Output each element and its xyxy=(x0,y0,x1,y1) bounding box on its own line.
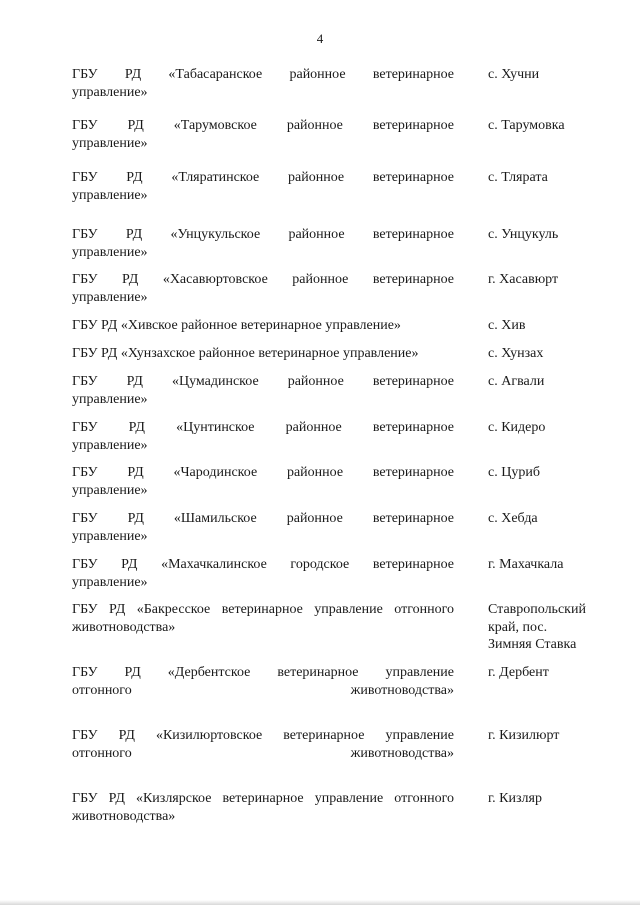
organization-name: ГБУ РД «Табасаранское районное ветеринарное управление» xyxy=(72,67,454,100)
location: с. Хив xyxy=(488,318,526,333)
location: г. Кизилюрт xyxy=(488,728,560,743)
location: с. Цуриб xyxy=(488,465,540,480)
organization-name: ГБУ РД «Махачкалинское городское ветеринарное управление» xyxy=(72,557,454,590)
organization-name: ГБУ РД «Цумадинское районное ветеринарное управление» xyxy=(72,374,454,407)
organization-name: ГБУ РД «Унцукульское районное ветеринарное управление» xyxy=(72,227,454,260)
location: с. Тарумовка xyxy=(488,118,565,133)
organization-name: ГБУ РД «Шамильское районное ветеринарное управление» xyxy=(72,511,454,544)
organization-name: ГБУ РД «Кизлярское ветеринарное управление отгонного животноводства» xyxy=(72,791,454,824)
location: с. Унцукуль xyxy=(488,227,559,242)
organization-name: ГБУ РД «Кизилюртовское ветеринарное управление отгонного животноводства» xyxy=(72,728,454,761)
location: Ставропольский край, пос. Зимняя Ставка xyxy=(488,602,586,652)
location: г. Кизляр xyxy=(488,791,542,806)
scan-bottom-edge xyxy=(0,900,640,905)
location: с. Хунзах xyxy=(488,346,544,361)
organization-name: ГБУ РД «Чародинское районное ветеринарное управление» xyxy=(72,465,454,498)
page-number: 4 xyxy=(316,31,324,46)
location: с. Тлярата xyxy=(488,170,548,185)
location: с. Хебда xyxy=(488,511,538,526)
location: г. Махачкала xyxy=(488,557,564,572)
organization-name: ГБУ РД «Тляратинское районное ветеринарное управление» xyxy=(72,170,454,203)
location: с. Кидеро xyxy=(488,420,546,435)
organization-name: ГБУ РД «Хунзахское районное ветеринарное управление» xyxy=(72,346,419,361)
location: г. Дербент xyxy=(488,665,549,680)
location: с. Агвали xyxy=(488,374,545,389)
organization-name: ГБУ РД «Хивское районное ветеринарное управление» xyxy=(72,318,401,333)
location: г. Хасавюрт xyxy=(488,272,559,287)
organization-name: ГБУ РД «Хасавюртовское районное ветеринарное управление» xyxy=(72,272,454,305)
organization-name: ГБУ РД «Тарумовское районное ветеринарное управление» xyxy=(72,118,454,151)
organization-name: ГБУ РД «Дербентское ветеринарное управление отгонного животноводства» xyxy=(72,665,454,698)
organization-name: ГБУ РД «Бакресское ветеринарное управление отгонного животноводства» xyxy=(72,602,454,635)
organization-name: ГБУ РД «Цунтинское районное ветеринарное управление» xyxy=(72,420,454,453)
location: с. Хучни xyxy=(488,67,540,82)
